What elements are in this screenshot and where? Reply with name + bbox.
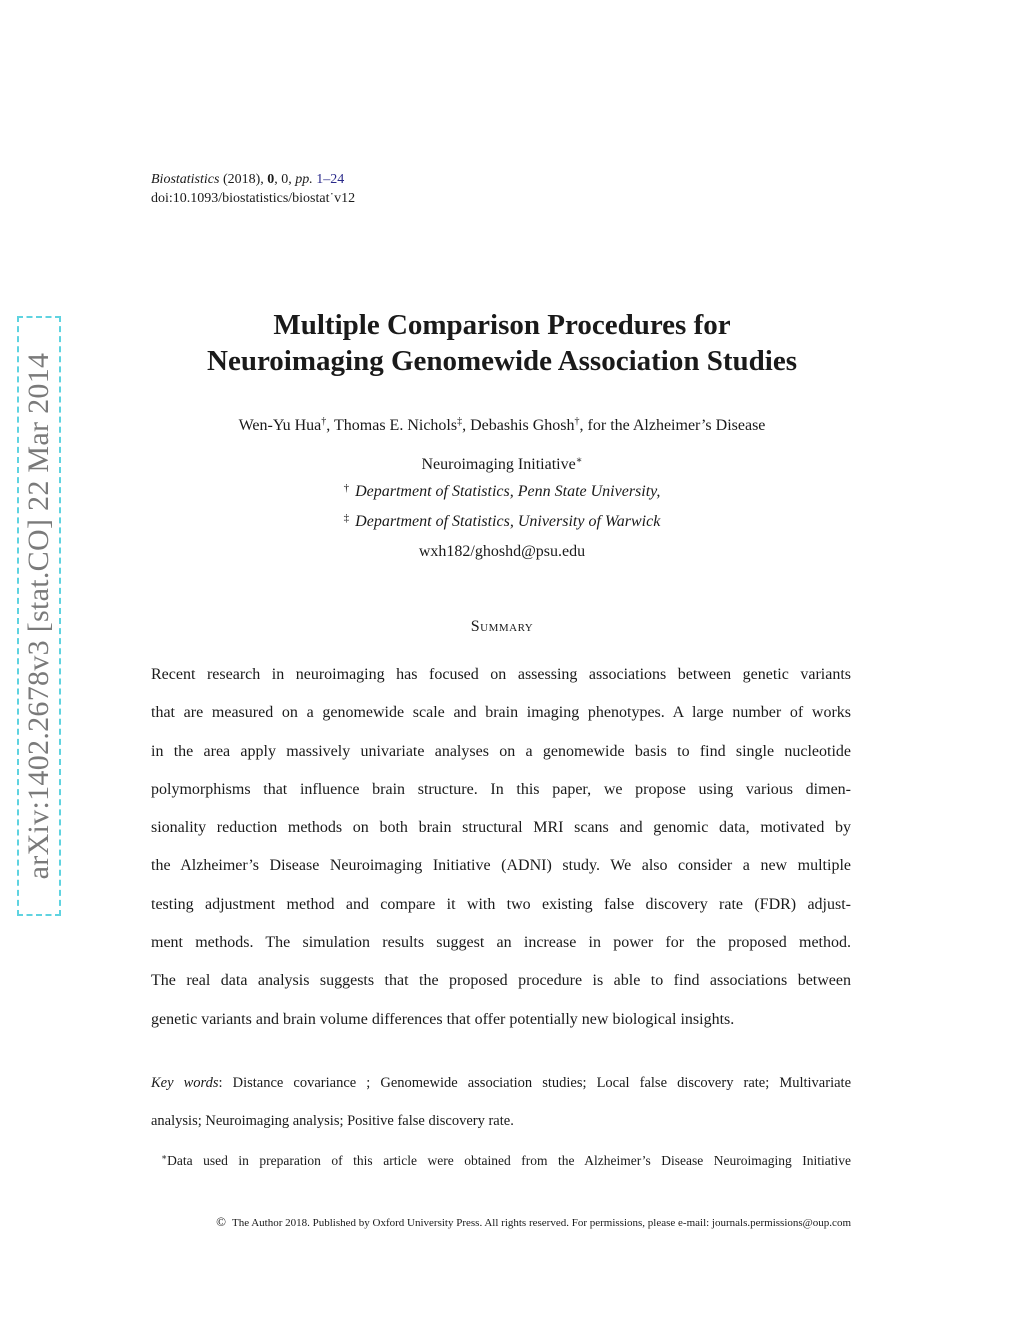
paper-title [112,307,892,379]
summary-heading: Summary [470,618,534,635]
author-mark: † [574,416,580,427]
author-list-continued [112,456,892,474]
summary-line: polymorphisms that influence brain structure. In this paper, we propose using various dimen- [151,780,851,798]
summary-line: genetic variants and brain volume differences that offer potentially new biological insights. [151,1010,735,1028]
footnote-text: Data used in preparation of this article were obtained from the Alzheimer’s Disease Neuroimaging Initiative [167,1153,851,1168]
author-group: , for the Alzheimer’s Disease [579,417,766,434]
affiliation-mark: † [343,482,350,494]
journal-pages-label: pp. [295,172,313,187]
affiliation-penn-state [112,482,892,501]
affiliation-text: Department of Statistics, University of Warwick [355,513,661,530]
keywords-line-1 [151,1064,851,1102]
journal-volume: 0 [267,172,275,187]
journal-citation [151,170,355,189]
author-email: wxh182/ghoshd@psu.edu [418,543,586,560]
footnote-mark: ∗ [161,1152,168,1162]
title-line-1: Multiple Comparison Procedures for [273,309,731,341]
summary-line: Recent research in neuroimaging has focused on assessing associations between genetic variants [151,666,851,683]
copyright-notice [151,1214,851,1230]
journal-doi: doi:10.1093/biostatistics/biostat˙v12 [151,191,356,206]
author-mark: ‡ [457,416,463,427]
journal-issue: , 0, [274,172,292,187]
title-line-2: Neuroimaging Genomewide Association Studies [207,345,797,377]
keywords-label: Key words [151,1075,219,1091]
keywords-list: : Distance covariance ; Genomewide association studies; Local false discovery rate; Multivariate [218,1075,851,1091]
affiliation-warwick [112,512,892,531]
journal-year: (2018), [222,172,264,187]
arxiv-stamp[interactable] [17,316,61,916]
affiliation-text: Department of Statistics, Penn State University, [355,483,661,500]
journal-header [151,170,355,208]
footnote-mark: ∗ [575,455,583,466]
summary-line: that are measured on a genomewide scale and brain imaging phenotypes. A large number of works [151,704,851,722]
journal-pages-link[interactable]: 1–24 [316,172,345,187]
affiliation-mark: ‡ [343,512,350,524]
author-nichols: , Thomas E. Nichols [326,417,458,434]
summary-line: sionality reduction methods on both brain structural MRI scans and genomic data, motivated by [151,819,851,837]
footnote [151,1152,851,1170]
author-group-continued: Neuroimaging Initiative [421,456,576,473]
summary-body [151,656,851,1039]
arxiv-stamp-text: arXiv:1402.2678v3 [stat.CO] 22 Mar 2014 [22,352,55,880]
author-mark: † [321,416,327,427]
summary-line: ment methods. The simulation results suggest an increase in power for the proposed method. [151,934,851,952]
journal-name: Biostatistics [151,172,220,187]
summary-line: the Alzheimer’s Disease Neuroimaging Initiative (ADNI) study. We also consider a new multiple [151,857,851,875]
keywords-line-2: analysis; Neuroimaging analysis; Positive false discovery rate. [151,1113,514,1129]
keywords [151,1064,851,1140]
copyright-icon: © [216,1214,226,1229]
author-list [112,417,892,435]
author-hua: Wen-Yu Hua [238,417,322,434]
summary-line: testing adjustment method and compare it with two existing false discovery rate (FDR) adjust- [151,895,851,913]
copyright-text: The Author 2018. Published by Oxford University Press. All rights reserved. For permissions, please e-mail: journals.permissions@oup.com [231,1217,851,1229]
summary-line: The real data analysis suggests that the proposed procedure is able to find associations between [151,972,851,990]
summary-line: in the area apply massively univariate analyses on a genomewide basis to find single nucleotide [151,742,851,760]
author-ghosh: , Debashis Ghosh [462,417,575,434]
